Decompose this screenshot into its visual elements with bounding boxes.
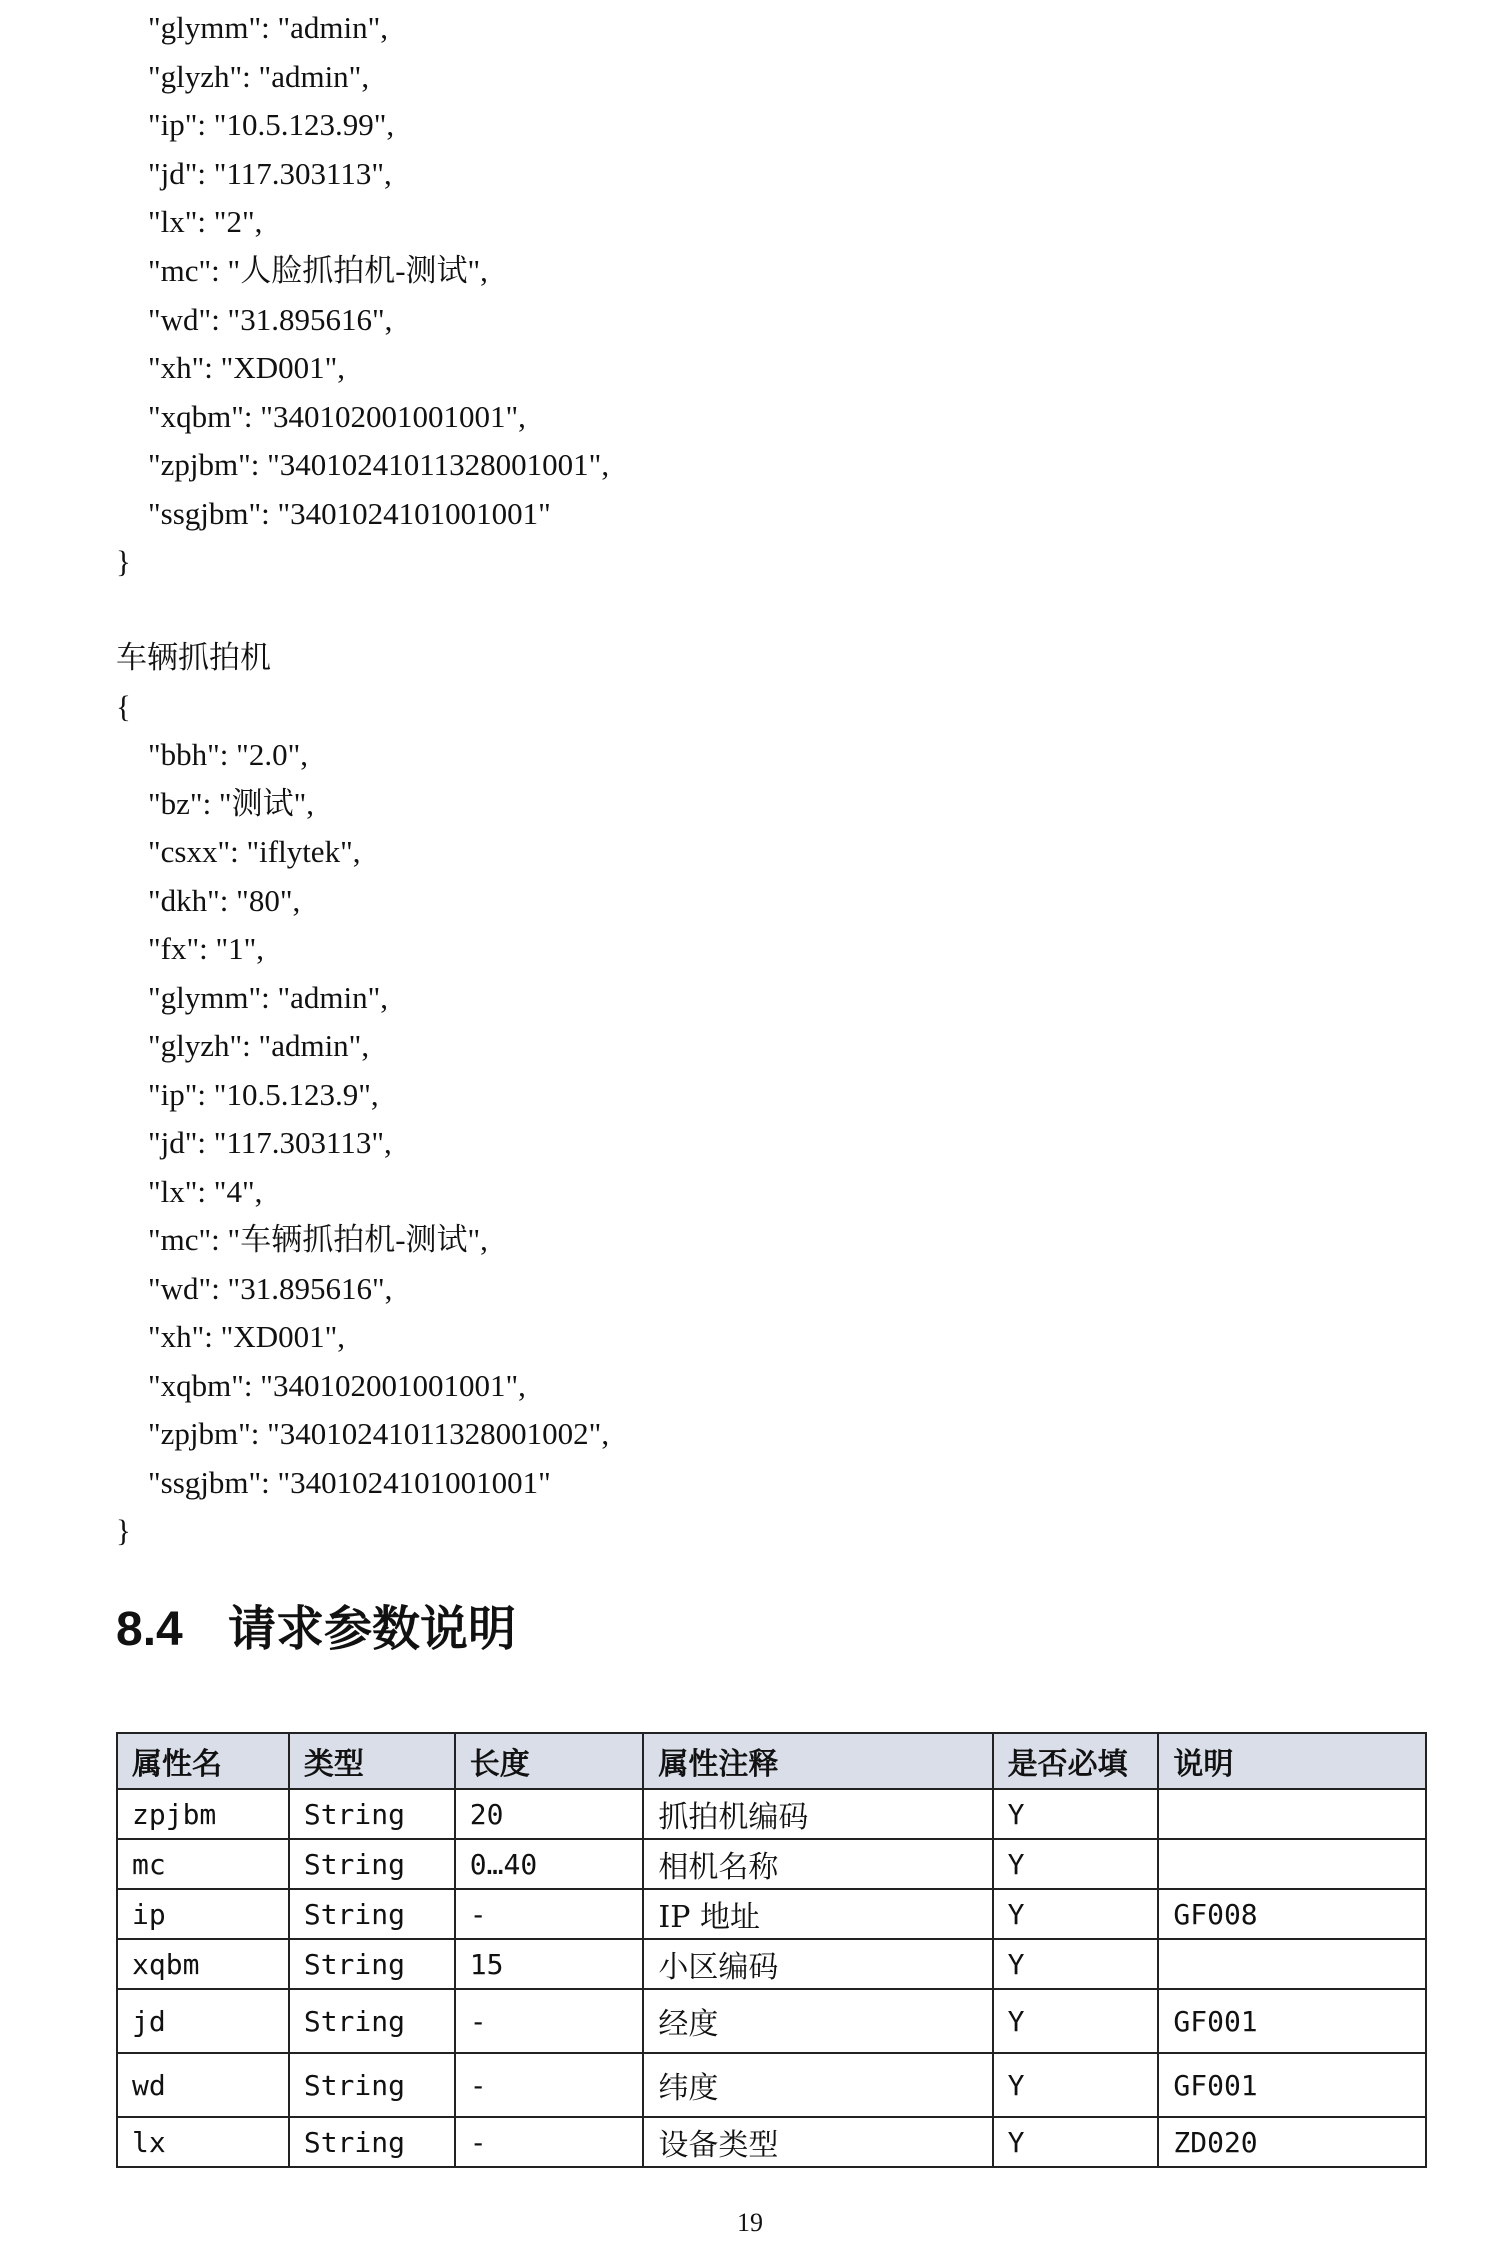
table-cell: String	[289, 1989, 455, 2053]
json-line: "ip": "10.5.123.9",	[148, 1077, 379, 1112]
table-cell: Y	[993, 1839, 1159, 1889]
json-line: "dkh": "80",	[148, 883, 301, 918]
header-cell: 长度	[455, 1733, 644, 1789]
table-header-row	[117, 1733, 1426, 1789]
block-label: 车辆抓拍机	[116, 640, 271, 675]
table-cell: Y	[993, 1889, 1159, 1939]
json-line: "xqbm": "340102001001001",	[148, 399, 526, 434]
json-line: "wd": "31.895616",	[148, 1271, 393, 1306]
table-cell	[1158, 1789, 1426, 1839]
table-cell: 相机名称	[643, 1839, 992, 1889]
json-line: "ssgjbm": "3401024101001001"	[148, 496, 551, 531]
table-cell: String	[289, 2053, 455, 2117]
json-line: "jd": "117.303113",	[148, 156, 392, 191]
table-cell: xqbm	[117, 1939, 289, 1989]
json-line: "ip": "10.5.123.99",	[148, 107, 395, 142]
table-cell: GF001	[1158, 1989, 1426, 2053]
table-cell: 抓拍机编码	[643, 1789, 992, 1839]
table-cell: String	[289, 2117, 455, 2167]
table-row	[117, 1789, 1426, 1839]
json-line: "bbh": "2.0",	[148, 737, 308, 772]
json-line: "fx": "1",	[148, 931, 265, 966]
json-line: "csxx": "iflytek",	[148, 834, 361, 869]
table-cell: 设备类型	[643, 2117, 992, 2167]
table-row	[117, 1889, 1426, 1939]
json-line: "lx": "2",	[148, 204, 263, 239]
header-cell: 是否必填	[993, 1733, 1159, 1789]
json-line: "xh": "XD001",	[148, 1319, 346, 1354]
table-cell: mc	[117, 1839, 289, 1889]
table-cell: 纬度	[643, 2053, 992, 2117]
table-cell: GF008	[1158, 1889, 1426, 1939]
header-cell: 类型	[289, 1733, 455, 1789]
table-cell: 0…40	[455, 1839, 644, 1889]
json-line: "mc": "车辆抓拍机-测试",	[148, 1222, 488, 1257]
json-close-brace: }	[116, 1513, 131, 1548]
table-cell: IP 地址	[643, 1889, 992, 1939]
table-cell: -	[455, 1989, 644, 2053]
json-line: "xqbm": "340102001001001",	[148, 1368, 526, 1403]
table-cell: String	[289, 1789, 455, 1839]
json-close-brace: }	[116, 544, 131, 579]
json-line: "wd": "31.895616",	[148, 302, 393, 337]
table-cell: 经度	[643, 1989, 992, 2053]
table-cell: 20	[455, 1789, 644, 1839]
table-cell: String	[289, 1939, 455, 1989]
table-cell: lx	[117, 2117, 289, 2167]
table-row	[117, 2117, 1426, 2167]
table-cell: ZD020	[1158, 2117, 1426, 2167]
json-line: "jd": "117.303113",	[148, 1125, 392, 1160]
table-cell: jd	[117, 1989, 289, 2053]
table-cell: String	[289, 1839, 455, 1889]
table-cell: zpjbm	[117, 1789, 289, 1839]
table-cell: Y	[993, 2053, 1159, 2117]
table-row	[117, 2053, 1426, 2117]
table-cell: 15	[455, 1939, 644, 1989]
json-line: "zpjbm": "34010241011328001001",	[148, 447, 610, 482]
table-cell: String	[289, 1889, 455, 1939]
json-line: "bz": "测试",	[148, 786, 314, 821]
table-cell: Y	[993, 2117, 1159, 2167]
table-cell: Y	[993, 1789, 1159, 1839]
json-line: "mc": "人脸抓拍机-测试",	[148, 253, 488, 288]
header-cell: 属性名	[117, 1733, 289, 1789]
table-cell: wd	[117, 2053, 289, 2117]
table-row	[117, 1989, 1426, 2053]
table-cell: Y	[993, 1939, 1159, 1989]
table-row	[117, 1839, 1426, 1889]
json-line: "glymm": "admin",	[148, 980, 389, 1015]
json-line: "ssgjbm": "3401024101001001"	[148, 1465, 551, 1500]
table-cell: GF001	[1158, 2053, 1426, 2117]
table-cell: -	[455, 2053, 644, 2117]
section-title: 请求参数说明	[228, 1603, 517, 1656]
table-cell: 小区编码	[643, 1939, 992, 1989]
table-cell: Y	[993, 1989, 1159, 2053]
table-row	[117, 1939, 1426, 1989]
json-line: "glymm": "admin",	[148, 10, 389, 45]
json-line: "glyzh": "admin",	[148, 59, 370, 94]
table-cell: -	[455, 2117, 644, 2167]
json-line: "xh": "XD001",	[148, 350, 346, 385]
section-heading	[116, 1598, 516, 1662]
table-cell	[1158, 1939, 1426, 1989]
section-number: 8.4	[116, 1603, 183, 1656]
table-cell	[1158, 1839, 1426, 1889]
table-cell: -	[455, 1889, 644, 1939]
table-cell: ip	[117, 1889, 289, 1939]
header-cell: 属性注释	[643, 1733, 992, 1789]
header-cell: 说明	[1158, 1733, 1426, 1789]
json-line: "zpjbm": "34010241011328001002",	[148, 1416, 610, 1451]
json-line: "glyzh": "admin",	[148, 1028, 370, 1063]
params-table	[116, 1732, 1427, 2168]
json-line: "lx": "4",	[148, 1174, 263, 1209]
page-number: 19	[737, 2208, 763, 2237]
json-open-brace: {	[116, 689, 131, 724]
